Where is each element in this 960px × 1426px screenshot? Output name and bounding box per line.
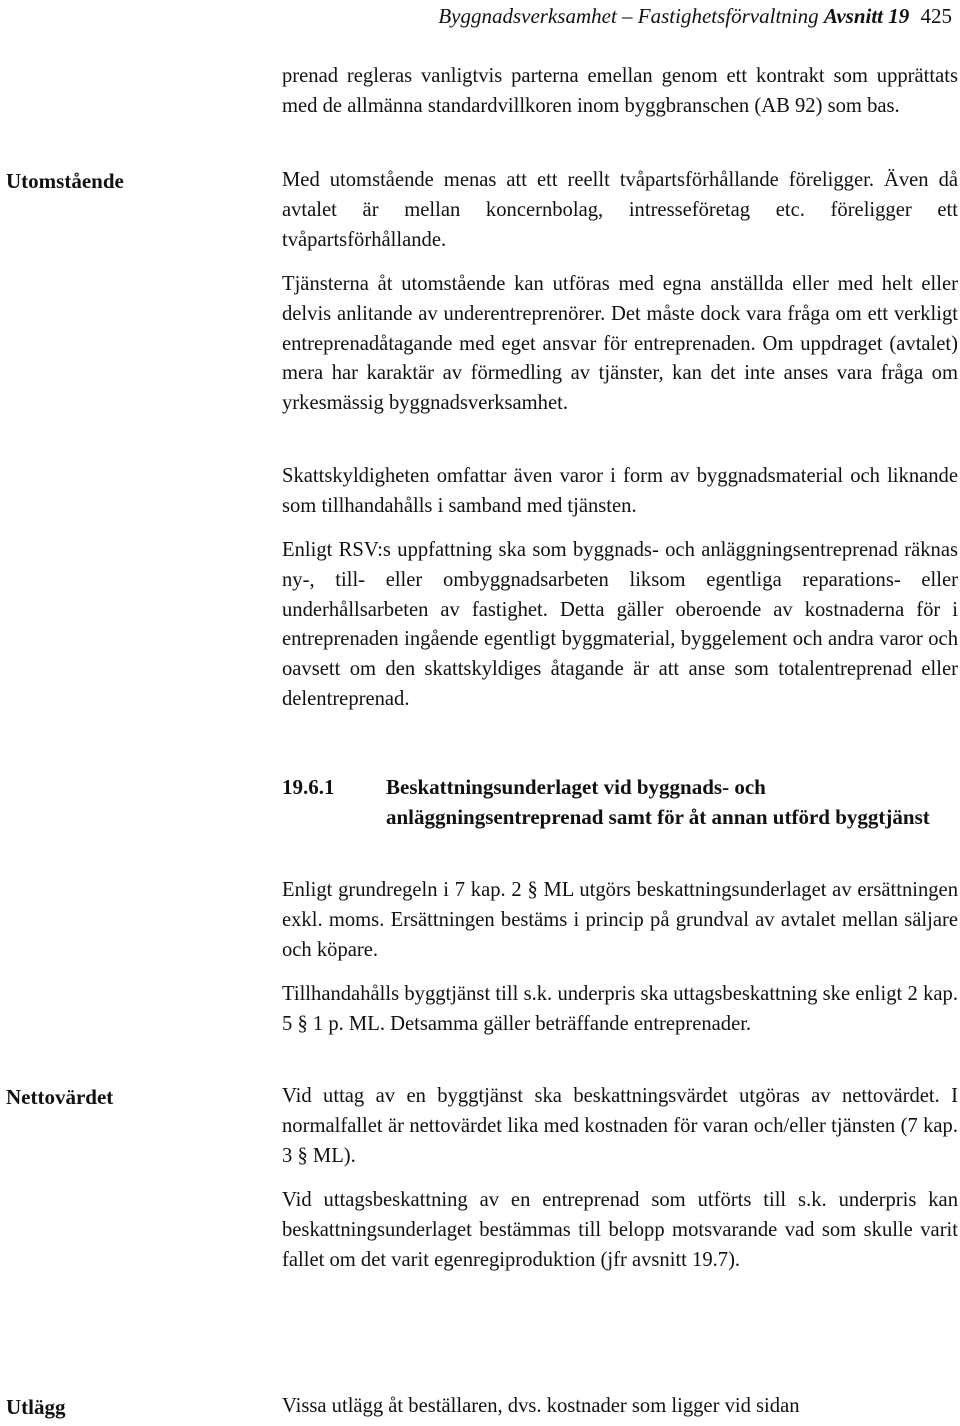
margin-label-utlagg: Utlägg <box>6 1395 66 1419</box>
paragraph-uttagsbeskattning: Vid uttagsbeskattning av en entreprenad som utförts till s.k. underpris kan beskattningsunderlaget bestämmas till belopp motsvarande vad som skulle varit fallet om det varit egenregiproduktion (jfr avsnitt 19.7). <box>282 1189 958 1271</box>
paragraph-utlagg: Vissa utlägg åt beställaren, dvs. kostnader som ligger vid sidan <box>282 1395 800 1417</box>
paragraph-underpris: Tillhandahålls byggtjänst till s.k. underpris ska uttagsbeskattning ske enligt 2 kap. 5 § 1 p. ML. Detsamma gäller beträffande entreprenader. <box>282 983 958 1035</box>
margin-label-nettovardet: Nettovärdet <box>6 1085 114 1109</box>
section-label: Avsnitt 19 <box>823 4 910 28</box>
paragraph-skattskyldigheten: Skattskyldigheten omfattar även varor i form av byggnadsmaterial och liknande som tillhandahålls i samband med tjänsten. <box>282 465 958 517</box>
paragraph-nettovardet: Vid uttag av en byggtjänst ska beskattningsvärdet utgöras av nettovärdet. I normalfallet är nettovärdet lika med kostnaden för varan och/eller tjänsten (7 kap. 3 § ML). <box>282 1085 958 1167</box>
section-number: 19.6.1 <box>282 775 335 799</box>
running-header <box>438 2 952 30</box>
paragraph-rsv-uppfattning: Enligt RSV:s uppfattning ska som byggnads- och anläggningsentreprenad räknas ny-, till- eller ombyggnadsarbeten liksom egentliga reparations- eller underhållsarbeten av fastighet. Detta gäller oberoende av kostnaderna för i entreprenaden ingående egentligt byggmaterial, byggelement och andra varor och oavsett om den skattskyldiges åtagande är att anse som totalentreprenad eller delentreprenad. <box>282 539 958 710</box>
paragraph-utomstaende-definition: Med utomstående menas att ett reellt tvåpartsförhållande föreligger. Även då avtalet är mellan koncernbolag, intresseföretag etc. föreligger ett tvåpartsförhållande. <box>282 169 958 251</box>
margin-label-utomstaende: Utomstående <box>6 169 124 193</box>
paragraph-grundregeln: Enligt grundregeln i 7 kap. 2 § ML utgörs beskattningsunderlaget av ersättningen exkl. moms. Ersättningen bestäms i princip på grundval av avtalet mellan säljare och köpare. <box>282 879 958 961</box>
paragraph-tjansterna: Tjänsterna åt utomstående kan utföras med egna anställda eller med helt eller delvis anlitande av underentreprenörer. Det måste dock vara fråga om ett verkligt entreprenadåtagande med eget ansvar för entreprenaden. Om uppdraget (avtalet) mera har karaktär av förmedling av tjänster, kan det inte anses vara fråga om yrkesmässig byggnadsverksamhet. <box>282 273 958 415</box>
running-title: Byggnadsverksamhet – Fastighetsförvaltning <box>438 4 819 28</box>
paragraph-continued: prenad regleras vanligtvis parterna emellan genom ett kontrakt som upprättats med de allmänna standardvillkoren inom byggbranschen (AB 92) som bas. <box>282 65 958 117</box>
section-title: Beskattningsunderlaget vid byggnads- och anläggningsentreprenad samt för åt annan utförd byggtjänst <box>386 775 930 829</box>
page-number: 425 <box>920 4 952 28</box>
